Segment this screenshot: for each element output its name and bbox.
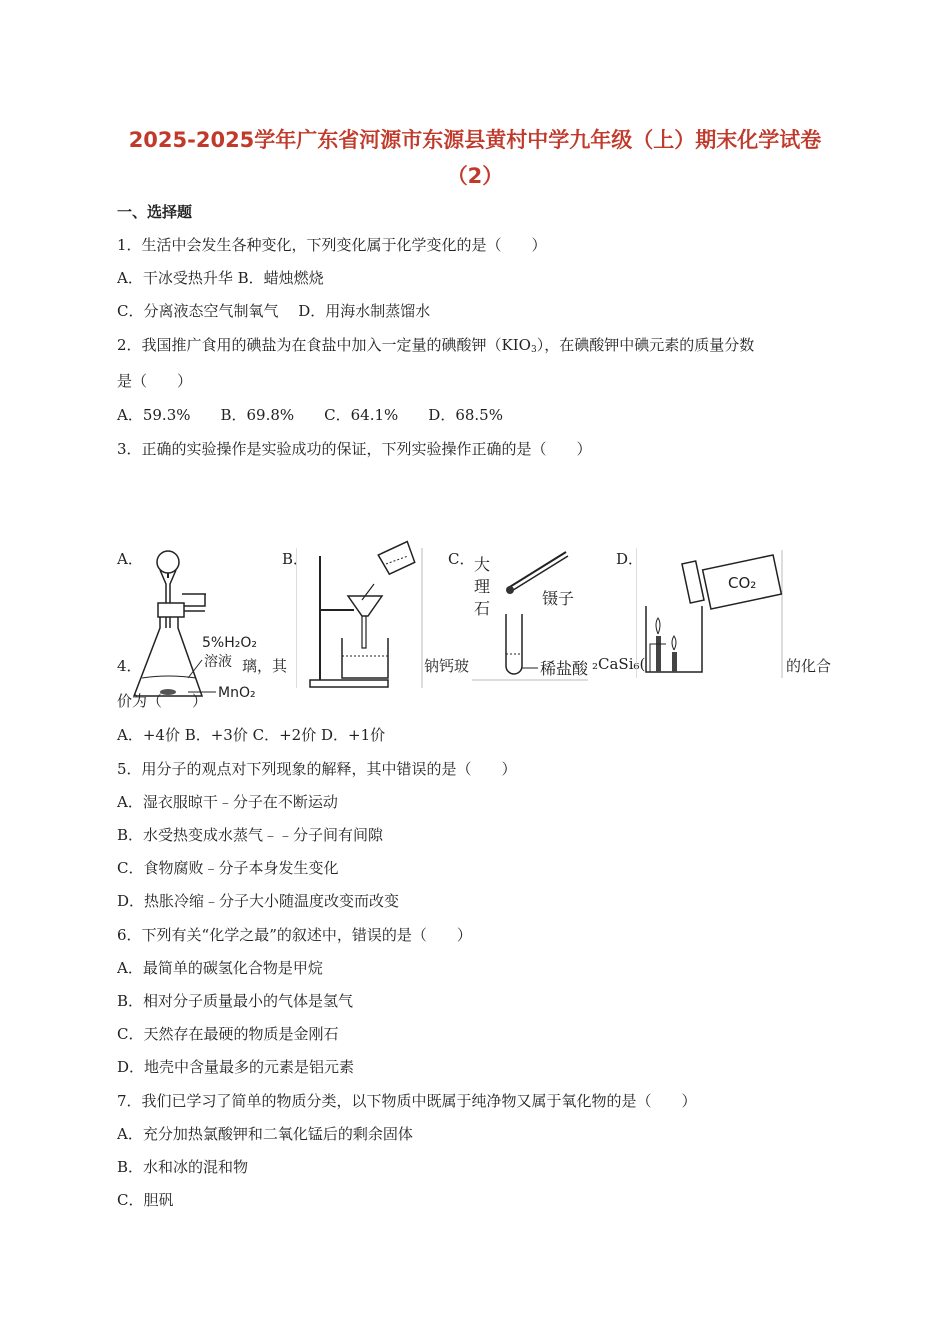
q4-fragment: 4． — [117, 657, 142, 675]
q3-label-d: D． — [616, 550, 644, 568]
fig-a-label: 溶液 — [204, 654, 232, 670]
q4-fragment: 钠钙玻 — [424, 657, 470, 675]
q2-options: A．59.3% B．69.8% C．64.1% D．68.5% — [117, 406, 503, 424]
q1-options-cd: C．分离液态空气制氧气 D．用海水制蒸馏水 — [117, 302, 431, 320]
q3-figure-c — [462, 540, 592, 685]
q1-options-ab: A．干冰受热升华 B．蜡烛燃烧 — [117, 269, 324, 287]
q7-option-a: A．充分加热氯酸钾和二氧化锰后的剩余固体 — [117, 1125, 413, 1143]
q5-stem: 5．用分子的观点对下列现象的解释，其中错误的是（ ） — [117, 760, 517, 778]
fig-c-label: 理 — [474, 577, 491, 596]
q3-figure-a — [130, 548, 270, 708]
q1-stem: 1．生活中会发生各种变化，下列变化属于化学变化的是（ ） — [117, 236, 547, 254]
fig-c-label: 大 — [474, 555, 491, 574]
page-title: 2025-2025学年广东省河源市东源县黄村中学九年级（上）期末化学试卷 — [128, 128, 822, 152]
q3-figure-d — [636, 540, 786, 682]
section-heading: 一、选择题 — [117, 203, 193, 221]
q6-option-c: C．天然存在最硬的物质是金刚石 — [117, 1025, 339, 1043]
q3-stem: 3．正确的实验操作是实验成功的保证，下列实验操作正确的是（ ） — [117, 440, 592, 458]
q3-label-c: C． — [448, 550, 475, 568]
fig-a-label: MnO₂ — [218, 685, 256, 701]
q7-stem: 7．我们已学习了简单的物质分类，以下物质中既属于纯净物又属于氧化物的是（ ） — [117, 1092, 697, 1110]
fig-c-label: 稀盐酸 — [540, 659, 589, 678]
q6-option-a: A．最简单的碳氢化合物是甲烷 — [117, 959, 323, 977]
q2-stem-cont: 是（ ） — [117, 372, 193, 390]
q5-option-c: C．食物腐败﹣分子本身发生变化 — [117, 859, 339, 877]
q5-option-a: A．湿衣服晾干﹣分子在不断运动 — [117, 793, 338, 811]
fig-d-label: CO₂ — [728, 574, 757, 592]
fig-c-label: 石 — [474, 599, 491, 618]
q2-stem: 2．我国推广食用的碘盐为在食盐中加入一定量的碘酸钾$(KIO_3)$，在碘酸钾中碘元素的质量分数 — [117, 336, 755, 355]
q4-fragment: 璃，其 — [242, 657, 288, 675]
q7-option-b: B．水和冰的混和物 — [117, 1158, 249, 1176]
q5-option-d: D．热胀冷缩﹣分子大小随温度改变而改变 — [117, 892, 400, 910]
page-title-cont: （2） — [446, 164, 504, 188]
q3-label-a: A． — [117, 550, 143, 568]
q3-figure-b — [296, 540, 426, 690]
q4-stem-cont: 价为（ ） — [117, 692, 208, 710]
q4-options: A．+4价 B．+3价 C．+2价 D．+1价 — [117, 726, 386, 744]
q6-option-d: D．地壳中含量最多的元素是铝元素 — [117, 1058, 355, 1076]
fig-a-label: 5%H₂O₂ — [202, 635, 257, 651]
q3-label-b: B． — [282, 550, 309, 568]
q6-option-b: B．相对分子质量最小的气体是氢气 — [117, 992, 354, 1010]
q5-option-b: B．水受热变成水蒸气﹣﹣分子间有间隙 — [117, 826, 384, 844]
q4-fragment: 的化合 — [786, 657, 832, 675]
q6-stem: 6．下列有关“化学之最”的叙述中，错误的是（ ） — [117, 926, 472, 944]
q7-option-c: C．胆矾 — [117, 1191, 174, 1209]
q4-fragment: ₂CaSi₆( — [592, 655, 646, 673]
fig-c-label: 镊子 — [542, 589, 575, 608]
